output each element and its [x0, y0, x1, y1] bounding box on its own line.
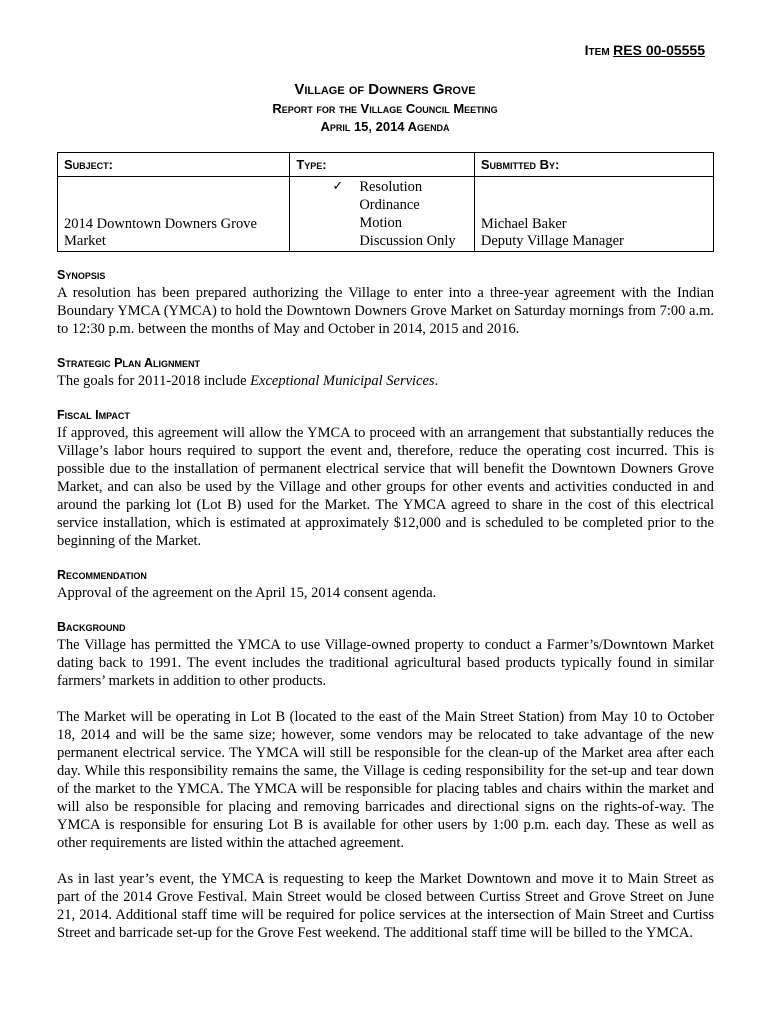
subject-cell — [58, 177, 290, 252]
checkmark-icon: ✓ — [332, 179, 344, 194]
type-label: Resolution — [359, 179, 423, 195]
report-subtitle: Report for the Village Council Meeting — [272, 101, 498, 116]
type-header: Type: — [290, 153, 475, 177]
info-table — [57, 152, 714, 252]
agenda-date: April 15, 2014 Agenda — [320, 119, 450, 134]
background-paragraph: As in last year’s event, the YMCA is requesting to keep the Market Downtown and move it to Main Street as part of the 2014 Grove Festival. Main Street would be closed between Curtiss Street and Grove Street on June 21, 2014. Additional staff time will be required for police services at the intersection of Main Street and Curtiss Street and barricade set-up for the Grove Fest weekend. The additional staff time will be billed to the YMCA. — [57, 871, 714, 941]
subject-line-1: 2014 Downtown Downers Grove — [64, 216, 257, 232]
type-item — [296, 178, 468, 196]
strategic-plan-prefix: The goals for 2011-2018 include — [57, 373, 251, 389]
strategic-plan-heading: Strategic Plan Alignment — [57, 356, 201, 370]
item-number: RES 00-05555 — [613, 42, 705, 58]
background-heading: Background — [57, 620, 126, 634]
type-list — [296, 178, 468, 250]
synopsis-text: A resolution has been prepared authorizing the Village to enter into a three-year agreement with the Indian Boundary YMCA (YMCA) to hold the Downtown Downers Grove Market on Saturday mornings from 7:00 a.m. to 12:30 p.m. between the months of May and October in 2014, 2015 and 2016. — [57, 285, 714, 337]
info-table-body-row — [58, 177, 714, 252]
fiscal-impact-text: If approved, this agreement will allow the YMCA to proceed with an arrangement that substantially reduces the Village’s labor hours required to support the event and, therefore, reduce the operating cost incurred. This is possible due to the installation of permanent electrical service that will benefit the Downtown Downers Grove Market, and can also be used by the Village and other groups for other events and activities conducted in and around the parking lot (Lot B) used for the Market. The YMCA agreed to share in the cost of this electrical service installation, which is estimated at approximately $12,000 and is scheduled to be completed prior to the beginning of the Market. — [57, 425, 714, 549]
background-paragraph: The Market will be operating in Lot B (located to the east of the Main Street Station) from May 10 to October 18, 2014 and will be the same size; however, some vendors may be relocated to take advantage of the new permanent electrical service. The YMCA will still be responsible for the clean-up of the Market area after each day. While this responsibility remains the same, the Village is ceding responsibility for the set-up and tear down of the market to the YMCA. The YMCA will be responsible for placing tables and chairs within the market and will also be responsible for placing and removing barricades and directional signs on the rights-of-way. The YMCA is responsible for ensuring Lot B is available for other users by 1:00 p.m. each day. These as well as other requirements are listed within the attached agreement. — [57, 709, 714, 851]
type-label: Ordinance — [359, 197, 420, 213]
synopsis-heading: Synopsis — [57, 268, 106, 282]
submitter-name: Michael Baker — [480, 216, 567, 232]
item-number-line — [585, 42, 705, 60]
subject-line-2: Market — [64, 233, 106, 249]
type-label: Discussion Only — [359, 233, 456, 249]
village-title: Village of Downers Grove — [294, 81, 476, 98]
strategic-plan-text — [57, 372, 714, 390]
submitter-title: Deputy Village Manager — [480, 233, 624, 249]
strategic-plan-suffix: . — [434, 373, 439, 389]
type-cell — [290, 177, 475, 252]
strategic-plan-emphasis: Exceptional Municipal Services — [250, 373, 435, 389]
fiscal-impact-heading: Fiscal Impact — [57, 408, 130, 422]
submitted-by-header: Submitted By: — [474, 153, 713, 177]
background-paragraph: The Village has permitted the YMCA to use Village-owned property to conduct a Farmer’s/Downtown Market dating back to 1991. The event includes the traditional agricultural based products typically found in similar farmers’ markets in addition to other products. — [57, 637, 714, 689]
type-item — [296, 214, 468, 232]
type-item — [296, 232, 468, 250]
info-table-header-row — [58, 153, 714, 177]
recommendation-heading: Recommendation — [57, 568, 147, 582]
submitted-by-cell — [474, 177, 713, 252]
report-title-block — [0, 80, 770, 136]
type-item — [296, 196, 468, 214]
item-label: Item — [584, 42, 610, 58]
type-label: Motion — [359, 215, 403, 231]
subject-header: Subject: — [58, 153, 290, 177]
recommendation-text: Approval of the agreement on the April 15, 2014 consent agenda. — [57, 585, 437, 601]
report-sections — [57, 267, 714, 942]
